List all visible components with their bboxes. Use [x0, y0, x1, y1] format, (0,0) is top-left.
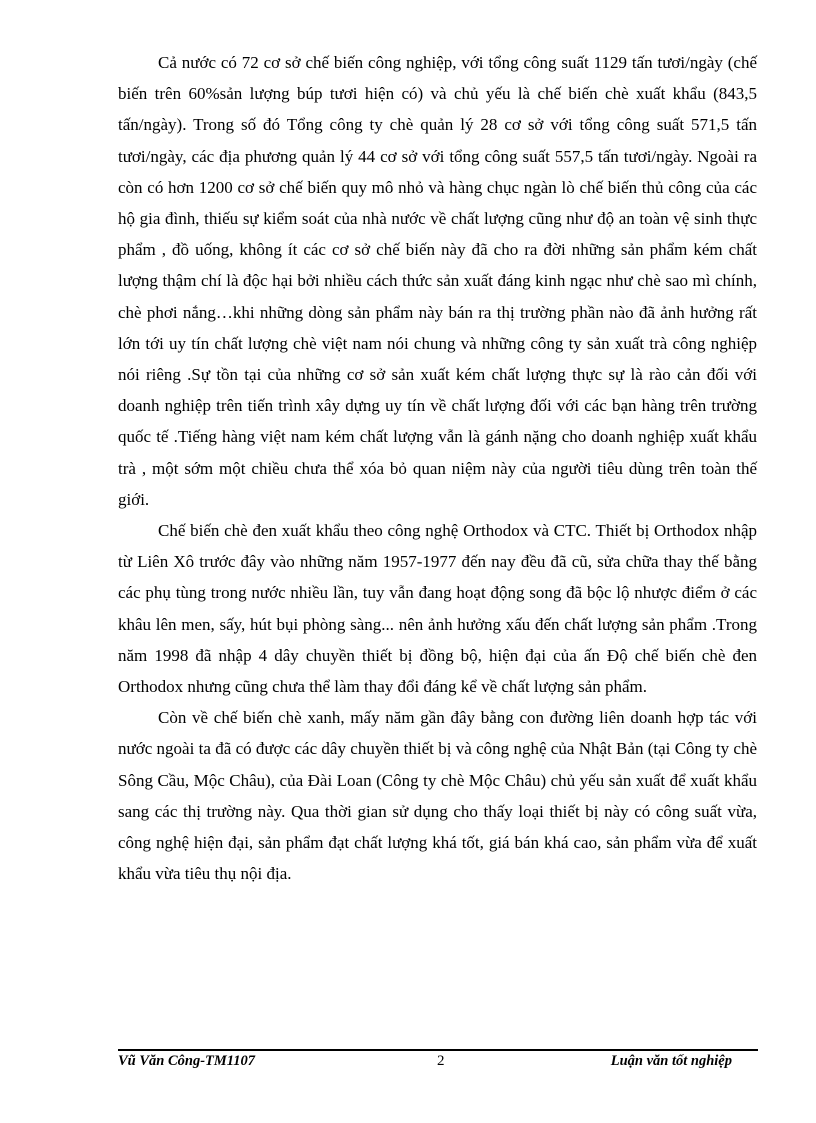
page-number: 2	[437, 1053, 445, 1069]
document-body	[118, 47, 757, 889]
footer-author: Vũ Văn Công-TM1107	[118, 1053, 255, 1069]
footer-divider	[118, 1049, 758, 1051]
footer-doc-type: Luận văn tốt nghiệp	[610, 1053, 732, 1069]
page-footer	[118, 1053, 758, 1075]
paragraph-3: Còn về chế biến chè xanh, mấy năm gần đây bằng con đường liên doanh hợp tác với nước ngoài ta đã có được các dây chuyền thiết bị và công nghệ của Nhật Bản (tại Công ty chè Sông Cầu, Mộc Châu), của Đài Loan (Công ty chè Mộc Châu) chủ yếu sản xuất để xuất khẩu sang các thị trường này. Qua thời gian sử dụng cho thấy loại thiết bị này có công suất vừa, công nghệ hiện đại, sản phẩm đạt chất lượng khá tốt, giá bán khá cao, sản phẩm vừa để xuất khẩu vừa tiêu thụ nội địa.	[118, 708, 757, 884]
paragraph-1: Cả nước có 72 cơ sở chế biến công nghiệp, với tổng công suất 1129 tấn tươi/ngày (chế biến trên 60%sản lượng búp tươi hiện có) và chủ yếu là chế biến chè xuất khẩu (843,5 tấn/ngày). Trong số đó Tổng công ty chè quản lý 28 cơ sở với tổng công suất 571,5 tấn tươi/ngày, các địa phương quản lý 44 cơ sở với tổng công suất 557,5 tấn tươi/ngày. Ngoài ra còn có hơn 1200 cơ sở chế biến quy mô nhỏ và hàng chục ngàn lò chế biến thủ công của các hộ gia đình, thiếu sự kiểm soát của nhà nước về chất lượng cũng như độ an toàn vệ sinh thực phẩm , đồ uống, không ít các cơ sở chế biến này đã cho ra đời những sản phẩm kém chất lượng thậm chí là độc hại bởi nhiều cách thức sản xuất đáng kinh ngạc như chè sao mì chính, chè phơi nắng…khi những dòng sản phẩm này bán ra thị trường phần nào đã ảnh hưởng rất lớn tới uy tín chất lượng chè việt nam nói chung và những công ty sản xuất trà công nghiệp nói riêng .Sự tồn tại của những cơ sở sản xuất kém chất lượng thực sự là rào cản đối với doanh nghiệp trên tiến trình xây dựng uy tín về chất lượng đối với các bạn hàng trên trường quốc tế .Tiếng hàng việt nam kém chất lượng vẫn là gánh nặng cho doanh nghiệp xuất khẩu trà , một sớm một chiều chưa thể xóa bỏ quan niệm này của người tiêu dùng trên toàn thế giới.	[118, 53, 757, 509]
paragraph-2: Chế biến chè đen xuất khẩu theo công nghệ Orthodox và CTC. Thiết bị Orthodox nhập từ Liên Xô trước đây vào những năm 1957-1977 đến nay đều đã cũ, sửa chữa thay thế bằng các phụ tùng trong nước nhiều lần, tuy vẫn đang hoạt động song đã bộc lộ nhược điểm ở các khâu lên men, sấy, hút bụi phòng sàng... nên ảnh hưởng xấu đến chất lượng sản phẩm .Trong năm 1998 đã nhập 4 dây chuyền thiết bị đồng bộ, hiện đại của ấn Độ chế biến chè đen Orthodox nhưng cũng chưa thể làm thay đổi đáng kể về chất lượng sản phẩm.	[118, 521, 757, 697]
